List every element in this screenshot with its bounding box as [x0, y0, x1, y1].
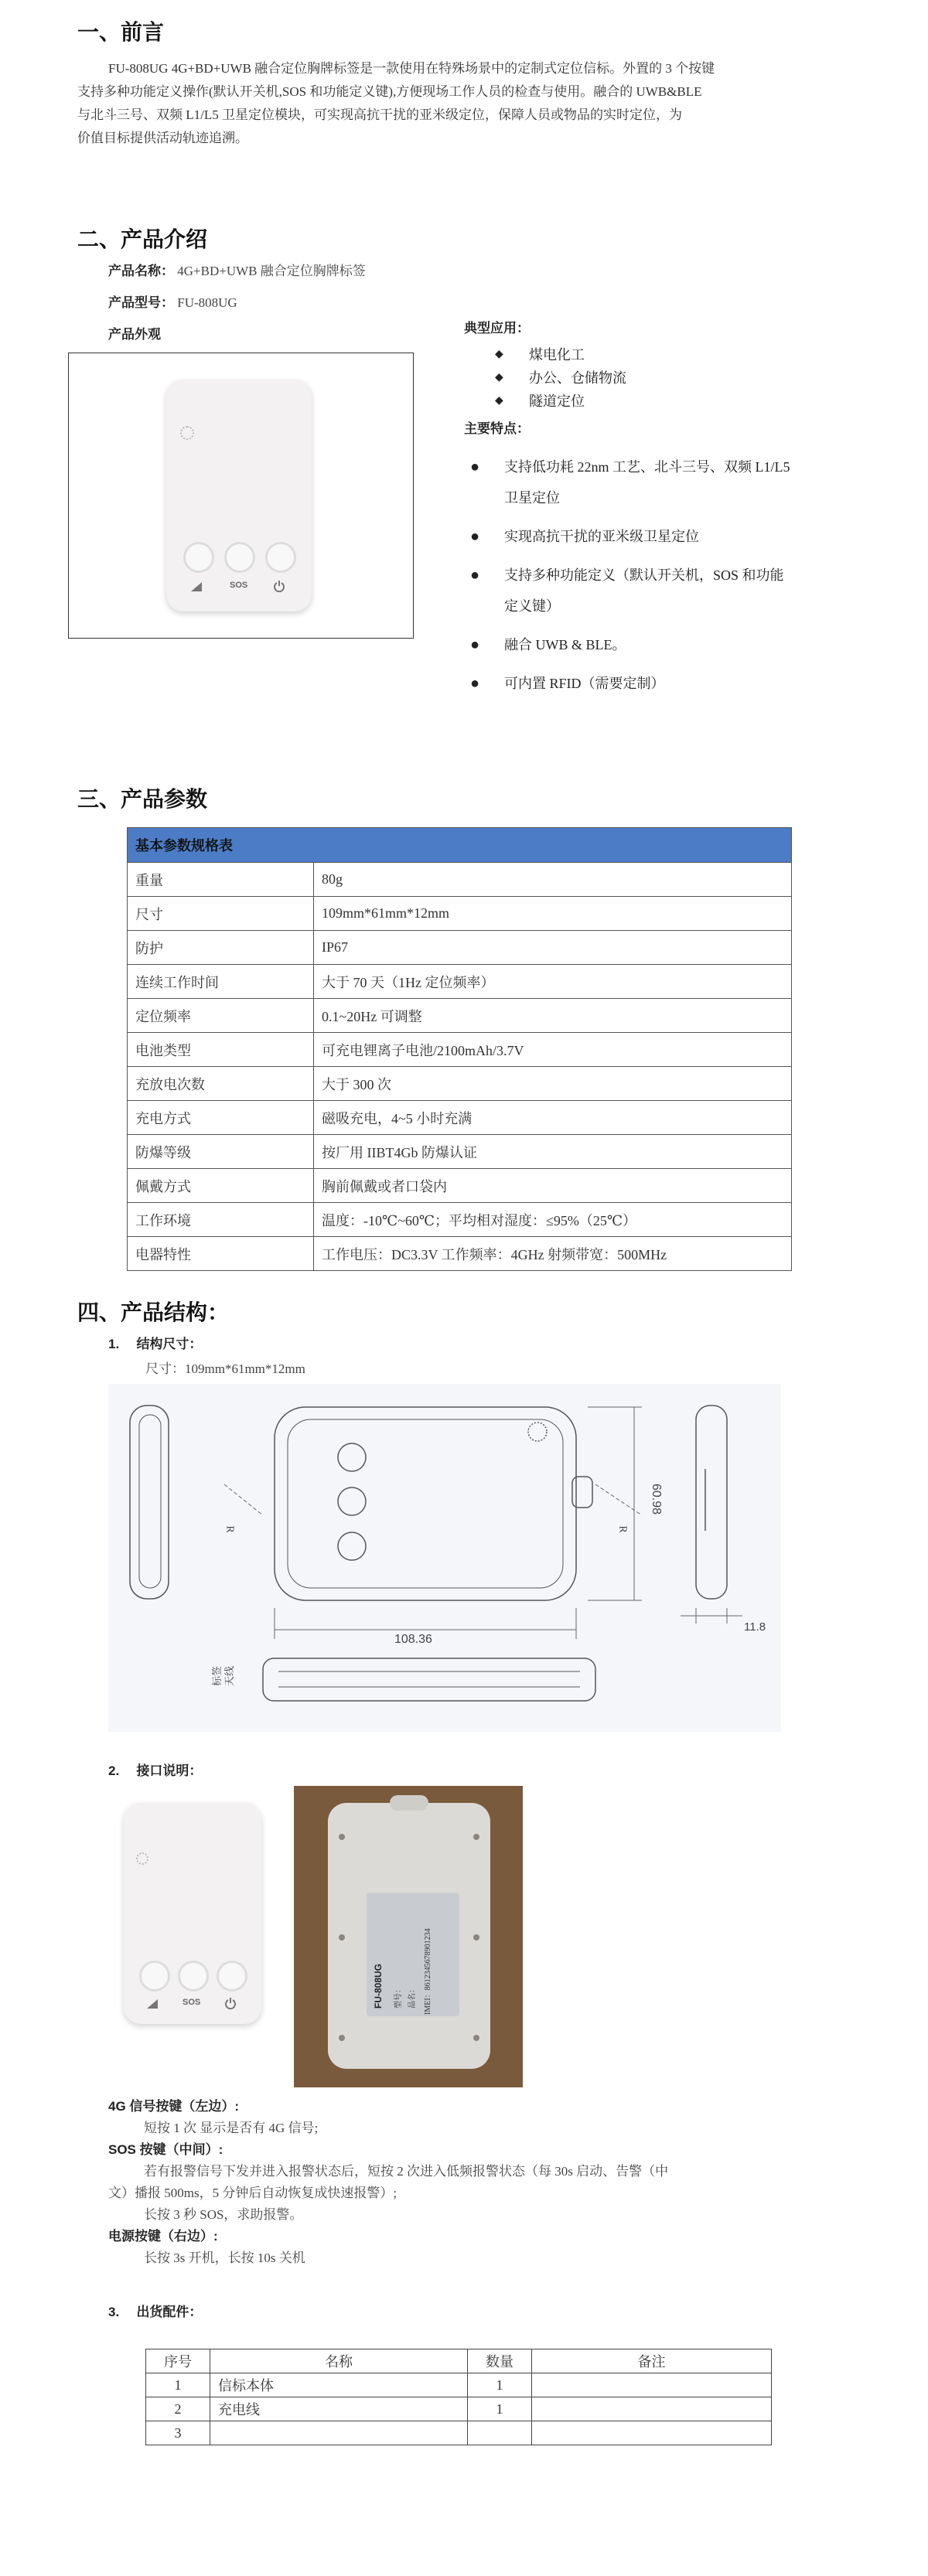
app-item: ◆ 办公、仓储物流 [495, 370, 626, 386]
dim-r-left: R [223, 1525, 236, 1533]
table-row: 定位频率 0.1~20Hz 可调整 [128, 999, 792, 1033]
app-item: ◆ 隧道定位 [495, 394, 585, 409]
interface-photo-front [124, 1803, 266, 2027]
preface-line-4: 价值目标提供活动轨迹追溯。 [77, 131, 248, 145]
key-title-power: 电源按键（右边）: [108, 2229, 218, 2244]
device-front [166, 380, 312, 612]
table-row: 电器特性 工作电压：DC3.3V 工作频率：4GHz 射频带宽：500MHz [128, 1237, 792, 1271]
dimension-drawing [108, 1384, 781, 1732]
section-title-preface: 一、前言 [77, 20, 165, 44]
features-list [464, 451, 851, 707]
features-title: 主要特点： [464, 421, 530, 436]
back-label-model: FU-808UG [373, 1963, 384, 2009]
table-row: 工作环境 温度：-10℃~60℃；平均相对湿度：≤95%（25℃） [128, 1203, 792, 1237]
subsection-number: 2. [108, 1763, 120, 1778]
dim-r-right: R [616, 1525, 629, 1533]
sos-text: SOS [183, 1998, 201, 2007]
subsection-title-dimensions: 结构尺寸： [136, 1337, 203, 1351]
key-title-sos: SOS 按键（中间）: [108, 2142, 223, 2157]
subsection-title-interface: 接口说明： [136, 1763, 203, 1778]
power-icon [273, 580, 285, 592]
product-name-value: 4G+BD+UWB 融合定位胸牌标签 [177, 264, 366, 278]
product-model-label: 产品型号： [108, 295, 174, 310]
accessories-table [145, 2349, 772, 2445]
table-row: 3 [146, 2421, 772, 2445]
back-label-imei: IMEI：8612345678901234 [424, 1928, 432, 2015]
preface-line-3: 与北斗三号、双频 L1/L5 卫星定位模块，可实现高抗干扰的亚米级定位，保障人员或物品的实时定位，为 [77, 107, 682, 122]
signal-icon [191, 582, 203, 591]
sos-text: SOS [230, 581, 248, 590]
size-text: 尺寸：109mm*61mm*12mm [145, 1361, 305, 1376]
signal-button [183, 542, 214, 573]
back-label-line2: 品名： [408, 1985, 417, 2009]
back-label-plate [367, 1893, 459, 2016]
section-title-params: 三、产品参数 [77, 787, 208, 811]
table-row: 佩戴方式 胸前佩戴或者口袋内 [128, 1169, 792, 1203]
device-back [328, 1803, 490, 2069]
apps-list [495, 343, 626, 413]
feature-item: ● 支持低功耗 22nm 工艺、北斗三号、双频 L1/L5 卫星定位 [470, 458, 790, 506]
key-desc: 长按 3 秒 SOS，求助报警。 [144, 2207, 303, 2222]
signal-button [139, 1961, 170, 1992]
key-desc: 文）播报 500ms，5 分钟后自动恢复成快速报警）; [108, 2186, 397, 2200]
power-button [265, 542, 296, 573]
table-header-row: 序号 名称 数量 备注 [146, 2349, 772, 2373]
key-desc: 若有报警信号下发并进入报警状态后，短按 2 次进入低频报警状态（每 30s 启动、告警（中 [144, 2164, 669, 2179]
product-photo [68, 353, 414, 639]
app-item: ◆ 煤电化工 [495, 347, 585, 363]
interface-photo-back [294, 1786, 523, 2087]
table-row: 2 充电线 1 [146, 2397, 772, 2421]
key-title-signal: 4G 信号按键（左边）: [108, 2099, 240, 2114]
power-button [217, 1961, 247, 1992]
subsection-number: 3. [108, 2305, 120, 2319]
power-icon [224, 1997, 237, 2009]
table-row: 防爆等级 按厂用 IIBT4Gb 防爆认证 [128, 1135, 792, 1169]
feature-item: ● 支持多种功能定义（默认开关机，SOS 和功能 定义键） [470, 567, 784, 614]
feature-item: ● 可内置 RFID（需要定制） [470, 675, 665, 692]
section-title-structure: 四、产品结构： [77, 1300, 230, 1324]
table-row: 重量 80g [128, 863, 792, 897]
table-row: 电池类型 可充电锂离子电池/2100mAh/3.7V [128, 1033, 792, 1067]
table-row: 防护 IP67 [128, 931, 792, 965]
spec-table-title: 基本参数规格表 [128, 828, 792, 863]
section-title-intro: 二、产品介绍 [77, 227, 208, 251]
table-row: 充电方式 磁吸充电，4~5 小时充满 [128, 1101, 792, 1135]
apps-title: 典型应用： [464, 321, 530, 336]
dim-height: 60.98 [650, 1483, 664, 1515]
sos-button [178, 1961, 209, 1992]
preface-line-2: 支持多种功能定义操作(默认开关机,SOS 和功能定义键),方便现场工作人员的检查与使用。融合的 UWB&BLE [77, 84, 702, 99]
product-name-label: 产品名称： [108, 264, 174, 278]
key-desc: 长按 3s 开机，长按 10s 关机 [144, 2251, 305, 2265]
spec-table [127, 827, 792, 1271]
subsection-number: 1. [108, 1337, 120, 1351]
key-desc: 短按 1 次 显示是否有 4G 信号; [144, 2121, 319, 2135]
table-row: 充放电次数 大于 300 次 [128, 1067, 792, 1101]
table-row: 连续工作时间 大于 70 天（1Hz 定位频率） [128, 965, 792, 999]
product-model-value: FU-808UG [177, 295, 237, 310]
back-label-line1: 型号： [394, 1985, 403, 2009]
table-row: 1 信标本体 1 [146, 2373, 772, 2397]
dim-width: 108.36 [394, 1633, 432, 1646]
speaker-icon [136, 1852, 148, 1865]
antenna-label: 标签 天线 [211, 1665, 236, 1687]
speaker-icon [180, 426, 194, 440]
signal-icon [147, 1999, 159, 2009]
subsection-title-accessories: 出货配件： [136, 2305, 203, 2319]
sos-button [224, 542, 255, 573]
preface-line-1: FU-808UG 4G+BD+UWB 融合定位胸牌标签是一款使用在特殊场景中的定制式定位信标。外置的 3 个按键 [108, 61, 715, 76]
feature-item: ● 融合 UWB & BLE。 [470, 636, 626, 653]
product-appearance-label: 产品外观 [108, 327, 161, 342]
dim-depth: 11.8 [744, 1620, 766, 1634]
feature-item: ● 实现高抗干扰的亚米级卫星定位 [470, 528, 699, 545]
table-row: 尺寸 109mm*61mm*12mm [128, 897, 792, 931]
